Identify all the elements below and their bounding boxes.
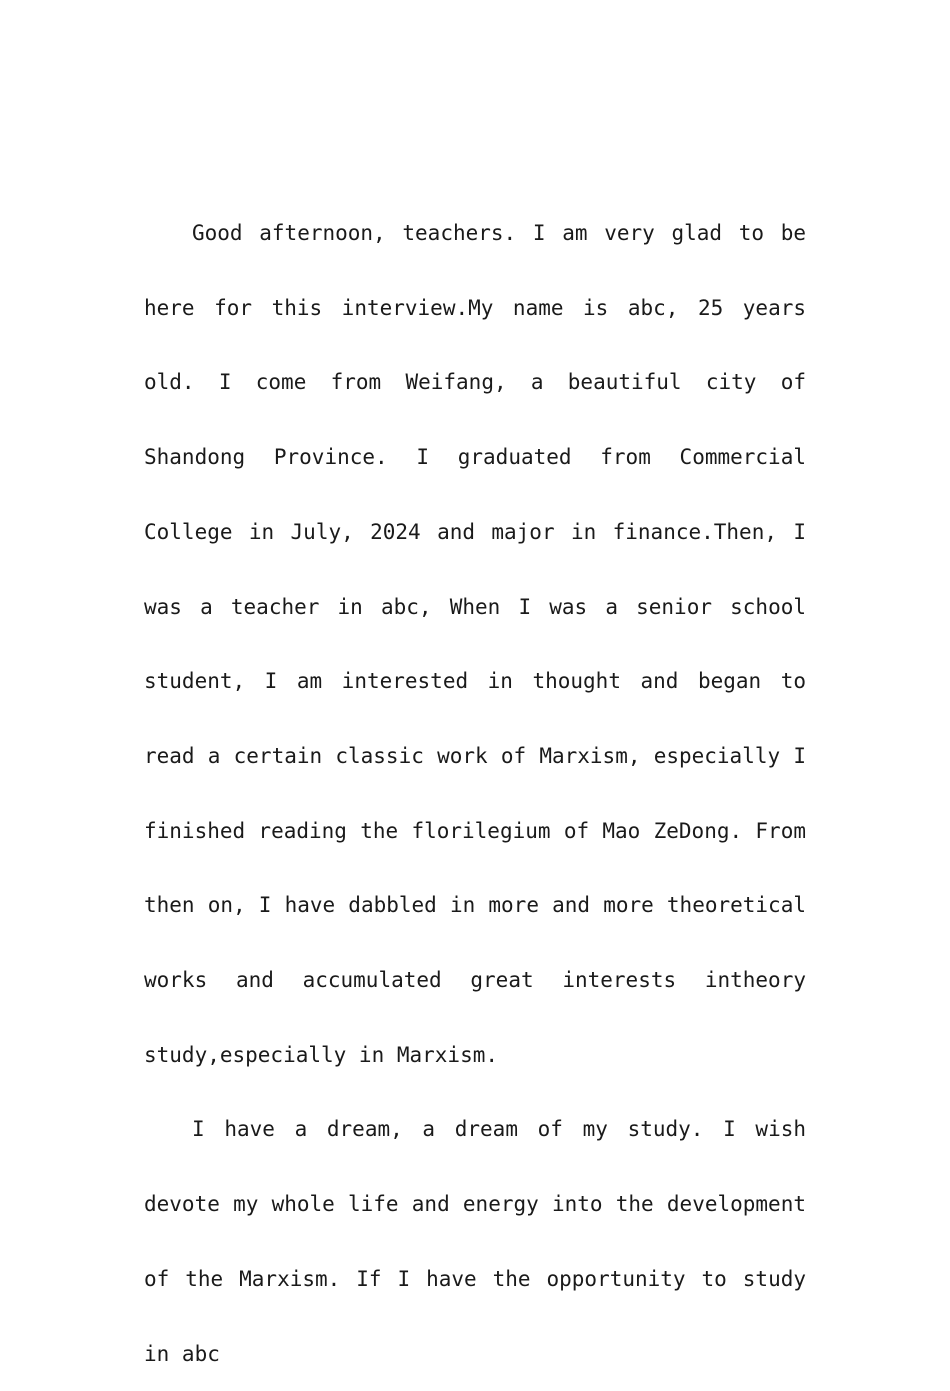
paragraph-introduction: Good afternoon, teachers. I am very glad to be here for this interview.My name is abc, 25 years old. I come from Weifang, a beautiful city of Shandong Province. I graduated from Commercial College in July, 2024 and major in finance.Then, I was a teacher in abc, When I was a senior school student, I am interested in thought and began to read a certain classic work of Marxism, especially I finished reading the florilegium of Mao ZeDong. From then on, I have dabbled in more and more theoretical works and accumulated great interests intheory study,especially in Marxism. — [144, 221, 806, 1067]
paragraph-dream: I have a dream, a dream of my study. I wish devote my whole life and energy into the development of the Marxism. If I have the opportunity to study in abc — [144, 1117, 806, 1366]
document-body — [144, 196, 806, 1391]
